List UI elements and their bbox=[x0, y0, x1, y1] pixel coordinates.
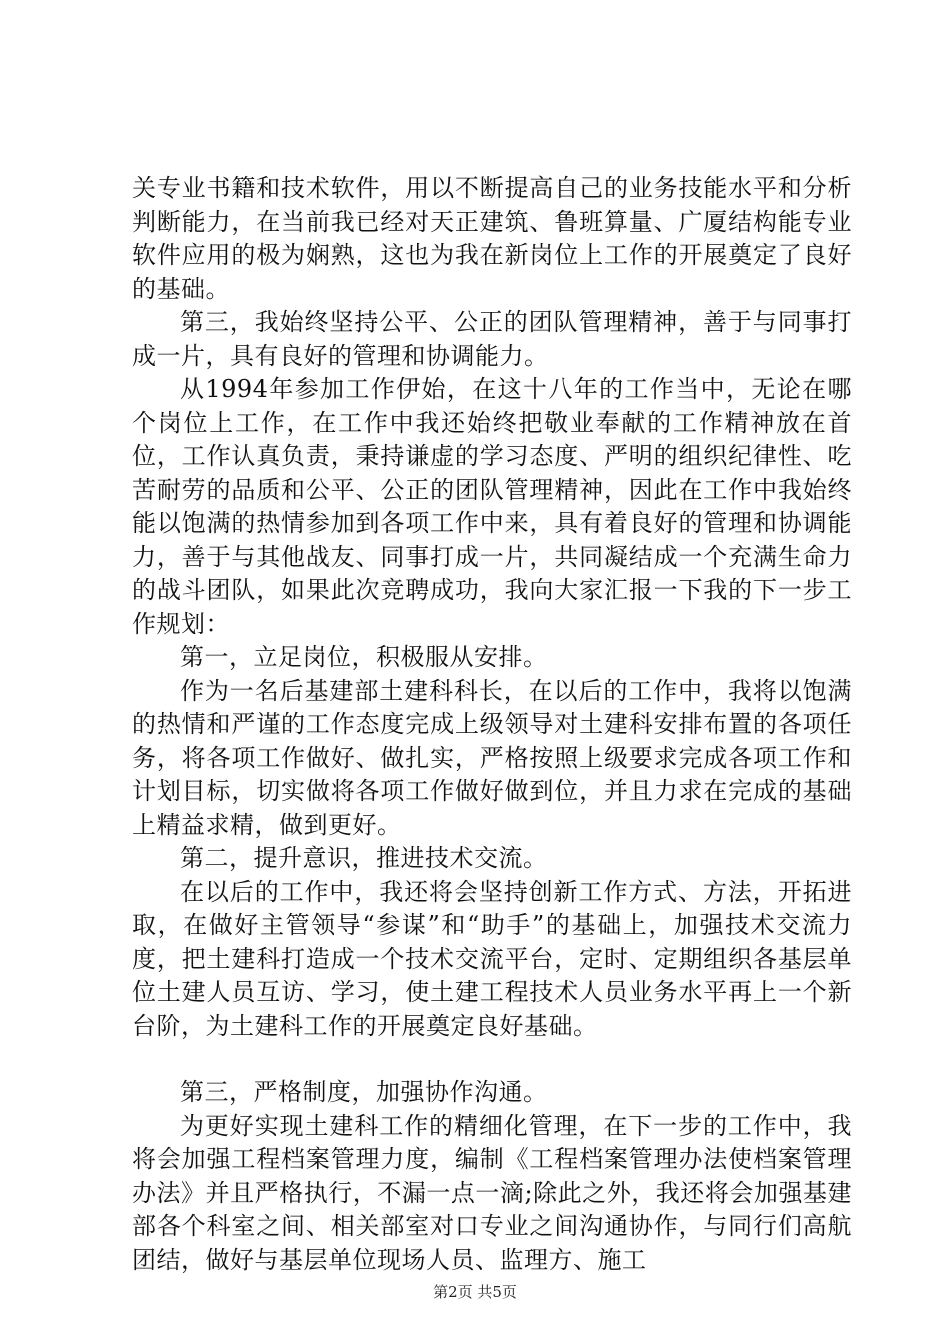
paragraph-5: 作为一名后基建部土建科科长，在以后的工作中，我将以饱满的热情和严谨的工作态度完成上级领导对土建科安排布置的各项任务，将各项工作做好、做扎实，严格按照上级要求完成各项工作和计划目标，切实做将各项工作做好做到位，并且力求在完成的基础上精益求精，做到更好。 bbox=[132, 676, 852, 839]
paragraph-1: 关专业书籍和技术软件，用以不断提高自己的业务技能水平和分析判断能力，在当前我已经对天正建筑、鲁班算量、广厦结构能专业软件应用的极为娴熟，这也为我在新岗位上工作的开展奠定了良好的基础。 bbox=[132, 174, 852, 303]
paragraph-6: 第二，提升意识，推进技术交流。 bbox=[180, 844, 548, 872]
paragraph-4: 第一，立足岗位，积极服从安排。 bbox=[180, 643, 548, 671]
paragraph-8: 第三，严格制度，加强协作沟通。 bbox=[180, 1078, 548, 1106]
paragraph-9: 为更好实现土建科工作的精细化管理，在下一步的工作中，我将会加强工程档案管理力度，编制《工程档案管理办法使档案管理办法》并且严格执行，不漏一点一滴;除此之外，我还将会加强基建部各个科室之间、相关部室对口专业之间沟通协作，与同行们高航团结，做好与基层单位现场人员、监理方、施工 bbox=[132, 1111, 852, 1274]
paragraph-2: 第三，我始终坚持公平、公正的团队管理精神，善于与同事打成一片，具有良好的管理和协调能力。 bbox=[132, 308, 852, 370]
paragraph-7: 在以后的工作中，我还将会坚持创新工作方式、方法，开拓进取，在做好主管领导“参谋”和“助手”的基础上，加强技术交流力度，把土建科打造成一个技术交流平台，定时、定期组织各基层单位土建人员互访、学习，使土建工程技术人员业务水平再上一个新台阶，为土建科工作的开展奠定良好基础。 bbox=[132, 877, 852, 1040]
page-number-footer: 第2页 共5页 bbox=[433, 1283, 517, 1301]
document-body bbox=[132, 172, 852, 1277]
paragraph-3: 从1994年参加工作伊始，在这十八年的工作当中，无论在哪个岗位上工作，在工作中我还始终把敬业奉献的工作精神放在首位，工作认真负责，秉持谦虚的学习态度、严明的组织纪律性、吃苦耐劳的品质和公平、公正的团队管理精神，因此在工作中我始终能以饱满的热情参加到各项工作中来，具有着良好的管理和协调能力，善于与其他战友、同事打成一片，共同凝结成一个充满生命力的战斗团队，如果此次竞聘成功，我向大家汇报一下我的下一步工作规划： bbox=[132, 375, 852, 638]
